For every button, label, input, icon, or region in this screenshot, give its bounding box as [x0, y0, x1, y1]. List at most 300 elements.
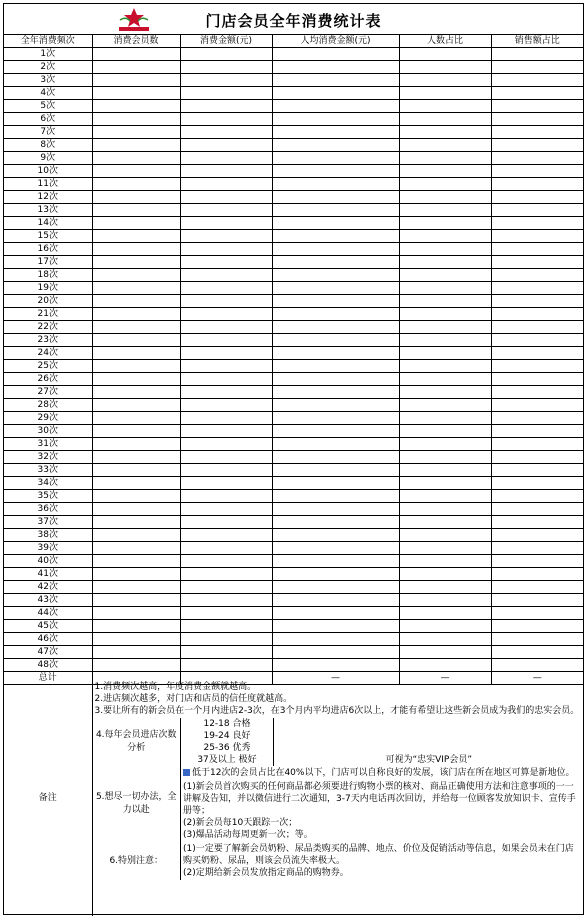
cell-amount[interactable]: [180, 321, 272, 334]
cell-member-count[interactable]: [92, 282, 180, 295]
cell-amount[interactable]: [180, 464, 272, 477]
cell-avg-amount[interactable]: [272, 438, 399, 451]
cell-avg-amount[interactable]: [272, 646, 399, 659]
cell-people-ratio[interactable]: [399, 451, 491, 464]
cell-member-count[interactable]: [92, 516, 180, 529]
cell-people-ratio[interactable]: [399, 74, 491, 87]
cell-amount[interactable]: [180, 217, 272, 230]
header-frequency: 全年消费频次: [4, 35, 92, 48]
cell-sales-ratio[interactable]: [491, 490, 583, 503]
cell-people-ratio[interactable]: [399, 152, 491, 165]
cell-sales-ratio[interactable]: [491, 633, 583, 646]
cell-member-count[interactable]: [92, 646, 180, 659]
cell-member-count[interactable]: [92, 100, 180, 113]
cell-sales-ratio[interactable]: [491, 516, 583, 529]
cell-people-ratio[interactable]: [399, 282, 491, 295]
table-row: [4, 126, 583, 139]
cell-avg-amount[interactable]: [272, 269, 399, 282]
header-row: [4, 35, 583, 48]
cell-avg-amount[interactable]: [272, 256, 399, 269]
cell-avg-amount[interactable]: [272, 607, 399, 620]
table-row: [4, 490, 583, 503]
cell-member-count[interactable]: [92, 308, 180, 321]
cell-frequency: 38次: [4, 529, 92, 542]
cell-sales-ratio[interactable]: [491, 464, 583, 477]
cell-people-ratio[interactable]: [399, 386, 491, 399]
cell-avg-amount[interactable]: [272, 464, 399, 477]
cell-avg-amount[interactable]: [272, 412, 399, 425]
cell-frequency: 47次: [4, 646, 92, 659]
cell-people-ratio[interactable]: [399, 269, 491, 282]
cell-sales-ratio[interactable]: [491, 581, 583, 594]
cell-amount[interactable]: [180, 282, 272, 295]
cell-people-ratio[interactable]: [399, 217, 491, 230]
cell-amount[interactable]: [180, 438, 272, 451]
cell-member-count[interactable]: [92, 126, 180, 139]
cell-member-count[interactable]: [92, 347, 180, 360]
cell-avg-amount[interactable]: [272, 659, 399, 672]
cell-amount[interactable]: [180, 308, 272, 321]
cell-sales-ratio[interactable]: [491, 555, 583, 568]
cell-sales-ratio[interactable]: [491, 646, 583, 659]
cell-avg-amount[interactable]: [272, 594, 399, 607]
cell-avg-amount[interactable]: [272, 295, 399, 308]
table-row: [4, 516, 583, 529]
cell-sales-ratio[interactable]: [491, 412, 583, 425]
cell-avg-amount[interactable]: [272, 620, 399, 633]
cell-amount[interactable]: [180, 126, 272, 139]
cell-avg-amount[interactable]: [272, 87, 399, 100]
cell-amount[interactable]: [180, 191, 272, 204]
cell-member-count[interactable]: [92, 61, 180, 74]
cell-people-ratio[interactable]: [399, 477, 491, 490]
cell-member-count[interactable]: [92, 438, 180, 451]
cell-people-ratio[interactable]: [399, 425, 491, 438]
cell-amount[interactable]: [180, 152, 272, 165]
cell-people-ratio[interactable]: [399, 516, 491, 529]
cell-people-ratio[interactable]: [399, 61, 491, 74]
cell-people-ratio[interactable]: [399, 308, 491, 321]
cell-member-count[interactable]: [92, 490, 180, 503]
cell-member-count[interactable]: [92, 581, 180, 594]
cell-member-count[interactable]: [92, 321, 180, 334]
cell-avg-amount[interactable]: [272, 178, 399, 191]
cell-sales-ratio[interactable]: [491, 334, 583, 347]
cell-member-count[interactable]: [92, 165, 180, 178]
cell-people-ratio[interactable]: [399, 334, 491, 347]
cell-people-ratio[interactable]: [399, 243, 491, 256]
cell-amount[interactable]: [180, 360, 272, 373]
cell-amount[interactable]: [180, 113, 272, 126]
cell-amount[interactable]: [180, 633, 272, 646]
table-row: [4, 555, 583, 568]
cell-avg-amount[interactable]: [272, 204, 399, 217]
cell-sales-ratio[interactable]: [491, 48, 583, 61]
cell-sales-ratio[interactable]: [491, 152, 583, 165]
cell-amount[interactable]: [180, 399, 272, 412]
cell-avg-amount[interactable]: [272, 568, 399, 581]
cell-amount[interactable]: [180, 100, 272, 113]
cell-people-ratio[interactable]: [399, 399, 491, 412]
cell-avg-amount[interactable]: [272, 165, 399, 178]
statistics-sheet: [3, 3, 584, 915]
cell-people-ratio[interactable]: [399, 178, 491, 191]
cell-amount[interactable]: [180, 48, 272, 61]
cell-frequency: 17次: [4, 256, 92, 269]
cell-people-ratio[interactable]: [399, 659, 491, 672]
cell-sales-ratio[interactable]: [491, 178, 583, 191]
table-row: [4, 282, 583, 295]
cell-people-ratio[interactable]: [399, 581, 491, 594]
cell-sales-ratio[interactable]: [491, 204, 583, 217]
cell-amount[interactable]: [180, 230, 272, 243]
cell-people-ratio[interactable]: [399, 204, 491, 217]
cell-member-count[interactable]: [92, 477, 180, 490]
cell-frequency: 33次: [4, 464, 92, 477]
cell-sales-ratio[interactable]: [491, 594, 583, 607]
cell-sales-ratio[interactable]: [491, 373, 583, 386]
cell-people-ratio[interactable]: [399, 568, 491, 581]
cell-member-count[interactable]: [92, 139, 180, 152]
cell-member-count[interactable]: [92, 594, 180, 607]
cell-sales-ratio[interactable]: [491, 542, 583, 555]
cell-member-count[interactable]: [92, 204, 180, 217]
cell-people-ratio[interactable]: [399, 490, 491, 503]
cell-amount[interactable]: [180, 412, 272, 425]
cell-sales-ratio[interactable]: [491, 269, 583, 282]
cell-avg-amount[interactable]: [272, 555, 399, 568]
cell-people-ratio[interactable]: [399, 607, 491, 620]
cell-people-ratio[interactable]: [399, 113, 491, 126]
cell-member-count[interactable]: [92, 87, 180, 100]
stats-table: [4, 35, 583, 685]
cell-sales-ratio[interactable]: [491, 282, 583, 295]
cell-avg-amount[interactable]: [272, 74, 399, 87]
cell-member-count[interactable]: [92, 555, 180, 568]
cell-people-ratio[interactable]: [399, 48, 491, 61]
cell-people-ratio[interactable]: [399, 620, 491, 633]
cell-people-ratio[interactable]: [399, 191, 491, 204]
cell-avg-amount[interactable]: [272, 282, 399, 295]
cell-amount[interactable]: [180, 581, 272, 594]
cell-people-ratio[interactable]: [399, 321, 491, 334]
cell-sales-ratio[interactable]: [491, 386, 583, 399]
analysis-table: [93, 718, 584, 880]
cell-sales-ratio[interactable]: [491, 321, 583, 334]
table-row: [4, 451, 583, 464]
cell-sales-ratio[interactable]: [491, 295, 583, 308]
cell-people-ratio[interactable]: [399, 542, 491, 555]
cell-amount[interactable]: [180, 87, 272, 100]
cell-member-count[interactable]: [92, 178, 180, 191]
cell-member-count[interactable]: [92, 659, 180, 672]
cell-amount[interactable]: [180, 139, 272, 152]
cell-people-ratio[interactable]: [399, 529, 491, 542]
cell-people-ratio[interactable]: [399, 555, 491, 568]
cell-member-count[interactable]: [92, 633, 180, 646]
cell-sales-ratio[interactable]: [491, 347, 583, 360]
note-point-3: 3.要让所有的新会员在一个月内进店2-3次，在3个月内平均进店6次以上，才能有希望让这些新会员成为我们的忠实会员。: [94, 706, 580, 716]
cell-avg-amount[interactable]: [272, 542, 399, 555]
cell-amount[interactable]: [180, 607, 272, 620]
cell-avg-amount[interactable]: [272, 529, 399, 542]
cell-amount[interactable]: [180, 516, 272, 529]
header-avg-amount: 人均消费金额(元): [272, 35, 399, 48]
cell-people-ratio[interactable]: [399, 230, 491, 243]
cell-sales-ratio[interactable]: [491, 113, 583, 126]
cell-sales-ratio[interactable]: [491, 308, 583, 321]
cell-amount[interactable]: [180, 594, 272, 607]
cell-amount[interactable]: [180, 620, 272, 633]
cell-member-count[interactable]: [92, 451, 180, 464]
cell-amount[interactable]: [180, 659, 272, 672]
table-row: [4, 633, 583, 646]
cell-frequency: 25次: [4, 360, 92, 373]
cell-avg-amount[interactable]: [272, 191, 399, 204]
cell-sales-ratio[interactable]: [491, 659, 583, 672]
cell-sales-ratio[interactable]: [491, 399, 583, 412]
cell-people-ratio[interactable]: [399, 464, 491, 477]
cell-amount[interactable]: [180, 256, 272, 269]
cell-member-count[interactable]: [92, 360, 180, 373]
cell-amount[interactable]: [180, 568, 272, 581]
cell-frequency: 30次: [4, 425, 92, 438]
table-row: [4, 100, 583, 113]
cell-amount[interactable]: [180, 542, 272, 555]
table-row: [4, 646, 583, 659]
cell-frequency: 16次: [4, 243, 92, 256]
cell-member-count[interactable]: [92, 412, 180, 425]
cell-people-ratio[interactable]: [399, 165, 491, 178]
cell-amount[interactable]: [180, 243, 272, 256]
cell-amount[interactable]: [180, 386, 272, 399]
cell-frequency: 34次: [4, 477, 92, 490]
cell-people-ratio[interactable]: [399, 633, 491, 646]
cell-avg-amount[interactable]: [272, 360, 399, 373]
cell-sales-ratio[interactable]: [491, 620, 583, 633]
table-row: [4, 74, 583, 87]
cell-frequency: 40次: [4, 555, 92, 568]
cell-member-count[interactable]: [92, 295, 180, 308]
cell-avg-amount[interactable]: [272, 477, 399, 490]
cell-amount[interactable]: [180, 425, 272, 438]
cell-people-ratio[interactable]: [399, 373, 491, 386]
cell-amount[interactable]: [180, 477, 272, 490]
cell-sales-ratio[interactable]: [491, 126, 583, 139]
special-cell: [181, 842, 584, 880]
cell-sales-ratio[interactable]: [491, 100, 583, 113]
cell-member-count[interactable]: [92, 503, 180, 516]
cell-amount[interactable]: [180, 204, 272, 217]
cell-sales-ratio[interactable]: [491, 425, 583, 438]
cell-sales-ratio[interactable]: [491, 451, 583, 464]
cell-avg-amount[interactable]: [272, 633, 399, 646]
cell-member-count[interactable]: [92, 425, 180, 438]
cell-member-count[interactable]: [92, 607, 180, 620]
cell-sales-ratio[interactable]: [491, 243, 583, 256]
table-row: [4, 152, 583, 165]
cell-avg-amount[interactable]: [272, 334, 399, 347]
page-title: 门店会员全年消费统计表: [205, 12, 382, 30]
cell-avg-amount[interactable]: [272, 503, 399, 516]
cell-sales-ratio[interactable]: [491, 230, 583, 243]
cell-avg-amount[interactable]: [272, 61, 399, 74]
table-row: [4, 308, 583, 321]
cell-avg-amount[interactable]: [272, 516, 399, 529]
cell-member-count[interactable]: [92, 152, 180, 165]
cell-avg-amount[interactable]: [272, 425, 399, 438]
cell-sales-ratio[interactable]: [491, 217, 583, 230]
table-row: [4, 113, 583, 126]
cell-member-count[interactable]: [92, 230, 180, 243]
cell-avg-amount[interactable]: [272, 451, 399, 464]
cell-frequency: 23次: [4, 334, 92, 347]
table-row: [4, 542, 583, 555]
cell-member-count[interactable]: [92, 217, 180, 230]
cell-people-ratio[interactable]: [399, 295, 491, 308]
cell-member-count[interactable]: [92, 399, 180, 412]
cell-sales-ratio[interactable]: [491, 139, 583, 152]
cell-member-count[interactable]: [92, 529, 180, 542]
cell-people-ratio[interactable]: [399, 139, 491, 152]
cell-member-count[interactable]: [92, 334, 180, 347]
cell-member-count[interactable]: [92, 464, 180, 477]
cell-sales-ratio[interactable]: [491, 256, 583, 269]
cell-member-count[interactable]: [92, 542, 180, 555]
cell-avg-amount[interactable]: [272, 321, 399, 334]
cell-avg-amount[interactable]: [272, 48, 399, 61]
cell-frequency: 45次: [4, 620, 92, 633]
cell-sales-ratio[interactable]: [491, 607, 583, 620]
cell-sales-ratio[interactable]: [491, 529, 583, 542]
cell-people-ratio[interactable]: [399, 438, 491, 451]
cell-avg-amount[interactable]: [272, 113, 399, 126]
cell-frequency: 6次: [4, 113, 92, 126]
cell-avg-amount[interactable]: [272, 490, 399, 503]
cell-avg-amount[interactable]: [272, 217, 399, 230]
cell-avg-amount[interactable]: [272, 126, 399, 139]
cell-people-ratio[interactable]: [399, 347, 491, 360]
cell-people-ratio[interactable]: [399, 100, 491, 113]
cell-frequency: 8次: [4, 139, 92, 152]
cell-sales-ratio[interactable]: [491, 74, 583, 87]
cell-amount[interactable]: [180, 555, 272, 568]
table-row: [4, 178, 583, 191]
cell-people-ratio[interactable]: [399, 256, 491, 269]
cell-people-ratio[interactable]: [399, 126, 491, 139]
cell-sales-ratio[interactable]: [491, 568, 583, 581]
cell-amount[interactable]: [180, 61, 272, 74]
table-row: [4, 230, 583, 243]
cell-amount[interactable]: [180, 451, 272, 464]
header-people-ratio: 人数占比: [399, 35, 491, 48]
cell-avg-amount[interactable]: [272, 399, 399, 412]
cell-frequency: 29次: [4, 412, 92, 425]
cell-member-count[interactable]: [92, 256, 180, 269]
analysis-label: 4.每年会员进店次数分析: [93, 718, 181, 766]
cell-avg-amount[interactable]: [272, 308, 399, 321]
cell-member-count[interactable]: [92, 269, 180, 282]
cell-amount[interactable]: [180, 165, 272, 178]
cell-people-ratio[interactable]: [399, 646, 491, 659]
cell-people-ratio[interactable]: [399, 503, 491, 516]
cell-people-ratio[interactable]: [399, 594, 491, 607]
cell-frequency: 37次: [4, 516, 92, 529]
total-sales-ratio: —: [491, 672, 583, 685]
cell-member-count[interactable]: [92, 191, 180, 204]
cell-amount[interactable]: [180, 295, 272, 308]
cell-sales-ratio[interactable]: [491, 477, 583, 490]
cell-people-ratio[interactable]: [399, 87, 491, 100]
cell-amount[interactable]: [180, 503, 272, 516]
cell-frequency: 42次: [4, 581, 92, 594]
cell-sales-ratio[interactable]: [491, 191, 583, 204]
cell-avg-amount[interactable]: [272, 243, 399, 256]
cell-avg-amount[interactable]: [272, 581, 399, 594]
cell-people-ratio[interactable]: [399, 412, 491, 425]
header-member-count: 消费会员数: [92, 35, 180, 48]
cell-sales-ratio[interactable]: [491, 87, 583, 100]
cell-member-count[interactable]: [92, 386, 180, 399]
cell-frequency: 18次: [4, 269, 92, 282]
cell-amount[interactable]: [180, 373, 272, 386]
cell-amount[interactable]: [180, 490, 272, 503]
cell-sales-ratio[interactable]: [491, 503, 583, 516]
cell-avg-amount[interactable]: [272, 139, 399, 152]
cell-member-count[interactable]: [92, 373, 180, 386]
cell-amount[interactable]: [180, 178, 272, 191]
special-item-2: (2)定期给新会员发放指定商品的购物券。: [183, 868, 349, 878]
cell-sales-ratio[interactable]: [491, 360, 583, 373]
cell-sales-ratio[interactable]: [491, 61, 583, 74]
cell-amount[interactable]: [180, 74, 272, 87]
table-row: [4, 269, 583, 282]
level-1: 12-18 合格: [181, 718, 274, 730]
cell-avg-amount[interactable]: [272, 230, 399, 243]
cell-frequency: 48次: [4, 659, 92, 672]
cell-amount[interactable]: [180, 646, 272, 659]
cell-amount[interactable]: [180, 269, 272, 282]
cell-sales-ratio[interactable]: [491, 165, 583, 178]
level-3: 25-36 优秀: [181, 742, 274, 754]
cell-amount[interactable]: [180, 529, 272, 542]
table-row: [4, 334, 583, 347]
cell-avg-amount[interactable]: [272, 100, 399, 113]
table-row: [4, 204, 583, 217]
warning-text: 低于12次的会员占比在40%以下，门店可以自称良好的发展，该门店在所在地区可算是新地位。: [192, 768, 575, 778]
cell-frequency: 28次: [4, 399, 92, 412]
cell-member-count[interactable]: [92, 113, 180, 126]
cell-member-count[interactable]: [92, 243, 180, 256]
table-row: [4, 464, 583, 477]
table-row: [4, 321, 583, 334]
cell-avg-amount[interactable]: [272, 347, 399, 360]
cell-frequency: 44次: [4, 607, 92, 620]
cell-member-count[interactable]: [92, 74, 180, 87]
cell-member-count[interactable]: [92, 48, 180, 61]
cell-avg-amount[interactable]: [272, 386, 399, 399]
cell-avg-amount[interactable]: [272, 152, 399, 165]
cell-sales-ratio[interactable]: [491, 438, 583, 451]
cell-amount[interactable]: [180, 347, 272, 360]
cell-frequency: 35次: [4, 490, 92, 503]
notes-table: [4, 680, 583, 916]
cell-avg-amount[interactable]: [272, 373, 399, 386]
cell-member-count[interactable]: [92, 620, 180, 633]
cell-people-ratio[interactable]: [399, 360, 491, 373]
cell-member-count[interactable]: [92, 568, 180, 581]
cell-amount[interactable]: [180, 334, 272, 347]
